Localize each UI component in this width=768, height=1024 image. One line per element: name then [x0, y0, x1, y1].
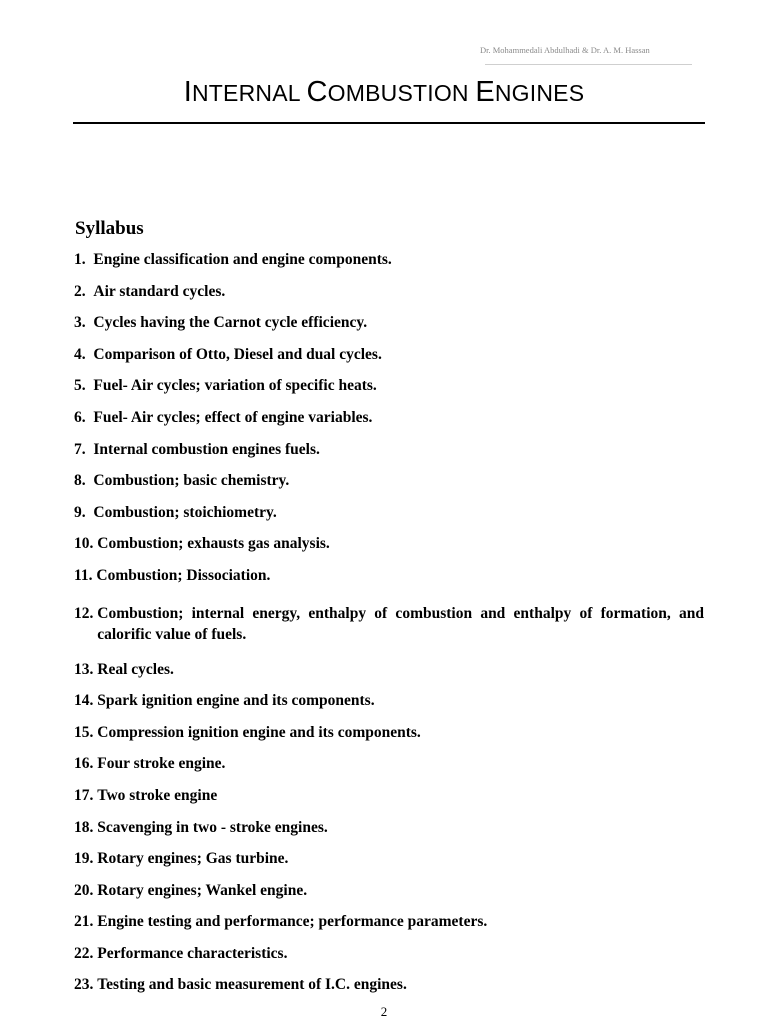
list-item: [74, 722, 704, 754]
page-number: 2: [380, 1004, 388, 1019]
item-text: Combustion; exhausts gas analysis.: [97, 535, 330, 553]
item-text: Rotary engines; Gas turbine.: [97, 850, 289, 868]
list-item: [74, 817, 704, 849]
list-item: [74, 533, 704, 565]
list-item: [74, 375, 704, 407]
item-text: Engine testing and performance; performance parameters.: [97, 913, 488, 931]
item-number: 18.: [74, 818, 98, 836]
item-number: 20.: [74, 881, 98, 899]
item-text: Scavenging in two - stroke engines.: [97, 818, 328, 836]
item-number: 11.: [74, 566, 97, 584]
item-number: 22.: [74, 944, 98, 962]
item-text: Combustion; basic chemistry.: [93, 472, 290, 490]
item-number: 2.: [74, 282, 94, 300]
syllabus-heading: Syllabus: [75, 218, 144, 239]
item-number: 12.: [74, 604, 98, 622]
list-item: [74, 690, 704, 722]
item-text: Rotary engines; Wankel engine.: [97, 881, 308, 899]
list-item: [74, 753, 704, 785]
item-text: Cycles having the Carnot cycle efficiency.: [93, 314, 368, 332]
list-item: [74, 439, 704, 471]
list-item: [74, 880, 704, 912]
item-number: 4.: [74, 345, 94, 363]
item-text: Spark ignition engine and its components.: [97, 692, 375, 710]
item-number: 8.: [74, 472, 94, 490]
item-number: 9.: [74, 503, 94, 521]
item-text: Testing and basic measurement of I.C. engines.: [97, 976, 407, 994]
item-text: Internal combustion engines fuels.: [93, 440, 320, 458]
item-number: 5.: [74, 377, 94, 395]
list-item: [74, 974, 704, 1006]
list-item: [74, 407, 704, 439]
list-item: [74, 911, 704, 943]
item-text: Two stroke engine: [97, 786, 218, 804]
header-divider: [485, 64, 692, 65]
item-text: Combustion; Dissociation.: [96, 566, 271, 584]
list-item: [74, 659, 704, 691]
list-item: [74, 565, 704, 597]
title-divider: [73, 122, 705, 124]
item-number: 17.: [74, 786, 98, 804]
list-item: [74, 249, 704, 281]
item-number: 19.: [74, 850, 98, 868]
item-number: 21.: [74, 913, 98, 931]
item-number: 7.: [74, 440, 94, 458]
item-number: 16.: [74, 755, 98, 773]
list-item: [74, 848, 704, 880]
item-text: Real cycles.: [97, 660, 174, 678]
item-text: Air standard cycles.: [93, 282, 226, 300]
item-text: Fuel- Air cycles; variation of specific heats.: [93, 377, 377, 395]
item-number: 10.: [74, 535, 98, 553]
item-text: Fuel- Air cycles; effect of engine variables.: [93, 408, 373, 426]
list-item: [74, 281, 704, 313]
list-item: [74, 502, 704, 534]
document-title: INTERNAL COMBUSTION ENGINES: [183, 76, 585, 108]
item-text: Combustion; stoichiometry.: [93, 503, 277, 521]
list-item: [74, 785, 704, 817]
item-number: 15.: [74, 723, 98, 741]
item-number: 3.: [74, 314, 94, 332]
item-number: 13.: [74, 660, 98, 678]
item-number: 23.: [74, 976, 98, 994]
list-item: [74, 603, 704, 659]
syllabus-list: [74, 249, 704, 1006]
item-number: 6.: [74, 408, 94, 426]
item-number: 1.: [74, 251, 94, 268]
list-item: [74, 312, 704, 344]
item-text: Engine classification and engine components.: [93, 251, 392, 268]
item-text: Performance characteristics.: [97, 944, 288, 962]
item-text: Compression ignition engine and its components.: [97, 723, 421, 741]
item-number: 14.: [74, 692, 98, 710]
item-text: Combustion; internal energy, enthalpy of combustion and enthalpy of formation, and calorific value of fuels.: [97, 604, 704, 644]
item-text: Comparison of Otto, Diesel and dual cycles.: [93, 345, 382, 363]
list-item: [74, 344, 704, 376]
authors-header: Dr. Mohammedali Abdulhadi & Dr. A. M. Hassan: [480, 45, 650, 55]
list-item: [74, 470, 704, 502]
item-text: Four stroke engine.: [97, 755, 226, 773]
list-item: [74, 943, 704, 975]
